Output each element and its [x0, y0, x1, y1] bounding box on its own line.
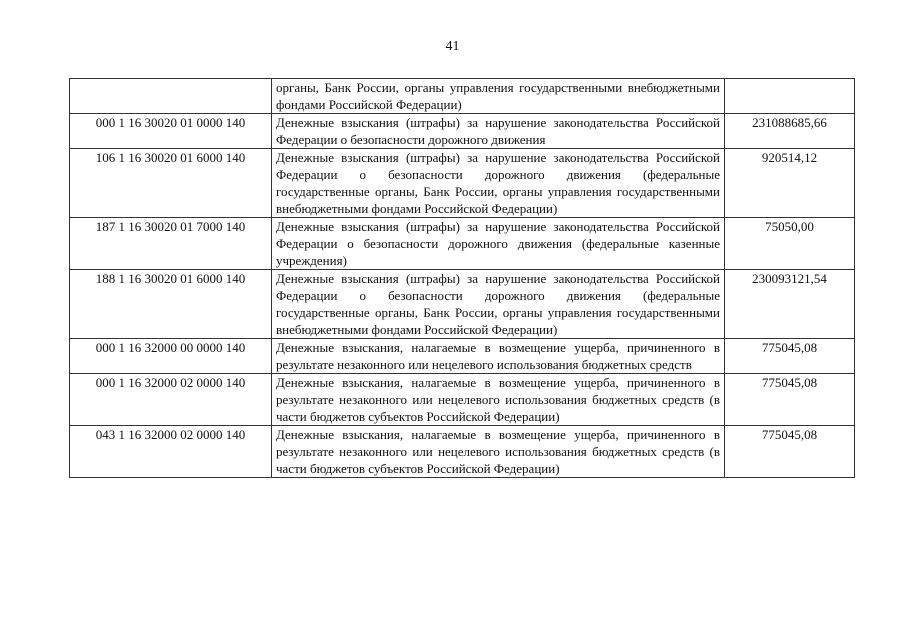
revenue-name-cell: [272, 270, 725, 339]
table-row: [70, 79, 855, 114]
table-row: [70, 270, 855, 339]
amount-cell: 775045,08: [725, 374, 855, 426]
amount-cell: 75050,00: [725, 218, 855, 270]
budget-code-cell: 000 1 16 32000 02 0000 140: [70, 374, 272, 426]
budget-code-cell: 188 1 16 30020 01 6000 140: [70, 270, 272, 339]
amount-cell: 775045,08: [725, 339, 855, 374]
budget-code-cell: 000 1 16 30020 01 0000 140: [70, 114, 272, 149]
revenue-name-text: Денежные взыскания, налагаемые в возмещение ущерба, причиненного в результате незаконного или нецелевого использования бюджетных средств (в части бюджетов субъектов Российской Федерации): [276, 427, 720, 476]
revenue-name-text: Денежные взыскания, налагаемые в возмещение ущерба, причиненного в результате незаконного или нецелевого использования бюджетных средств (в части бюджетов субъектов Российской Федерации): [276, 375, 720, 424]
table-row: [70, 339, 855, 374]
revenue-name-cell: [272, 374, 725, 426]
revenue-name-text: Денежные взыскания (штрафы) за нарушение законодательства Российской Федерации о безопасности дорожного движения (федеральные государственные органы, Банк России, органы управления государственными внебюджетными фондами Российской Федерации): [276, 271, 720, 337]
revenue-name-cell: [272, 218, 725, 270]
revenue-name-cell: [272, 426, 725, 478]
revenue-name-text: Денежные взыскания, налагаемые в возмещение ущерба, причиненного в результате незаконного или нецелевого использования бюджетных средств: [276, 340, 720, 372]
revenue-name-cell: [272, 79, 725, 114]
amount-cell: 230093121,54: [725, 270, 855, 339]
amount-cell: 231088685,66: [725, 114, 855, 149]
table-row: [70, 218, 855, 270]
budget-revenue-table: [69, 78, 855, 478]
budget-code-cell: 187 1 16 30020 01 7000 140: [70, 218, 272, 270]
budget-code-cell: 106 1 16 30020 01 6000 140: [70, 149, 272, 218]
amount-cell: [725, 79, 855, 114]
table-row: [70, 374, 855, 426]
amount-cell: 775045,08: [725, 426, 855, 478]
revenue-name-cell: [272, 149, 725, 218]
amount-cell: 920514,12: [725, 149, 855, 218]
table-row: [70, 149, 855, 218]
revenue-name-cell: [272, 114, 725, 149]
revenue-name-text: Денежные взыскания (штрафы) за нарушение законодательства Российской Федерации о безопасности дорожного движения: [276, 115, 720, 147]
revenue-name-text: Денежные взыскания (штрафы) за нарушение законодательства Российской Федерации о безопасности дорожного движения (федеральные казенные учреждения): [276, 219, 720, 268]
table-row: [70, 426, 855, 478]
revenue-name-text: органы, Банк России, органы управления государственными внебюджетными фондами Российской Федерации): [276, 80, 720, 112]
budget-code-cell: [70, 79, 272, 114]
budget-code-cell: 000 1 16 32000 00 0000 140: [70, 339, 272, 374]
table-row: [70, 114, 855, 149]
revenue-name-cell: [272, 339, 725, 374]
revenue-name-text: Денежные взыскания (штрафы) за нарушение законодательства Российской Федерации о безопасности дорожного движения (федеральные государственные органы, Банк России, органы управления государственными внебюджетными фондами Российской Федерации): [276, 150, 720, 216]
budget-code-cell: 043 1 16 32000 02 0000 140: [70, 426, 272, 478]
page-number: 41: [445, 39, 460, 54]
